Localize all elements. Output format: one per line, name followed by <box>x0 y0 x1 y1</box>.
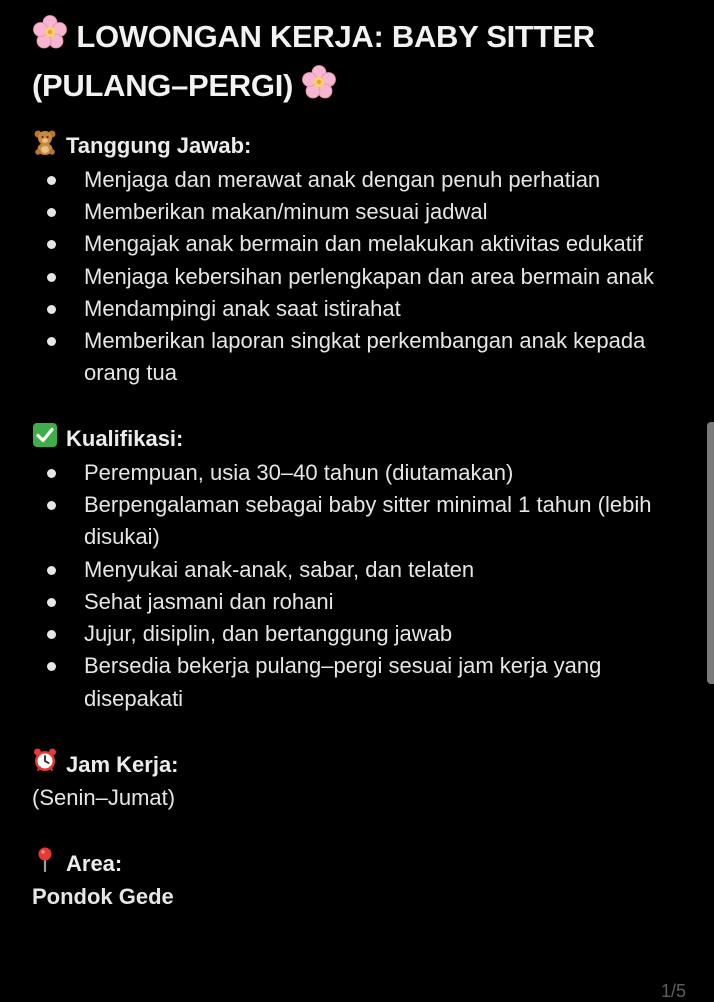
list-item <box>32 457 672 489</box>
list-item-text: Memberikan laporan singkat perkembangan anak kepada orang tua <box>84 328 646 386</box>
title-line-1: LOWONGAN KERJA: BABY SITTER <box>76 19 595 54</box>
cherry-blossom-icon <box>32 14 68 63</box>
section-tanggung-jawab <box>32 129 672 390</box>
list-item <box>32 618 672 650</box>
bullet-dot <box>47 337 56 346</box>
list-item-text: Memberikan makan/minum sesuai jadwal <box>84 198 488 224</box>
bullet-list <box>32 457 672 715</box>
section-heading <box>32 747 672 782</box>
section-area <box>32 846 672 913</box>
bullet-dot <box>47 469 56 478</box>
list-item <box>32 650 672 715</box>
list-item <box>32 325 672 390</box>
check-mark-icon <box>32 422 58 457</box>
list-item-text: Perempuan, usia 30–40 tahun (diutamakan) <box>84 459 514 485</box>
heading-text: Tanggung Jawab: <box>66 133 252 159</box>
list-item-text: Menjaga dan merawat anak dengan penuh perhatian <box>84 166 601 192</box>
page-indicator: 1/5 <box>660 981 686 1001</box>
bullet-dot <box>47 630 56 639</box>
alarm-clock-icon <box>32 747 58 782</box>
cherry-blossom-icon <box>301 64 337 113</box>
bullet-dot <box>47 176 56 185</box>
bullet-dot <box>47 598 56 607</box>
bullet-dot <box>47 273 56 282</box>
list-item <box>32 164 672 196</box>
list-item-text: Menyukai anak-anak, sabar, dan telaten <box>84 556 475 582</box>
list-item <box>32 261 672 293</box>
list-item-text: Mendampingi anak saat istirahat <box>84 295 401 321</box>
post-content <box>32 14 672 913</box>
title-line-2: (PULANG–PERGI) <box>32 68 294 104</box>
heading-text: Kualifikasi: <box>66 426 184 452</box>
list-item <box>32 196 672 228</box>
bullet-dot <box>47 566 56 575</box>
teddy-bear-icon <box>32 129 58 164</box>
bullet-dot <box>47 240 56 249</box>
list-item <box>32 554 672 586</box>
list-item-text: Bersedia bekerja pulang–pergi sesuai jam kerja yang disepakati <box>84 653 602 711</box>
bullet-dot <box>47 305 56 314</box>
bullet-dot <box>47 501 56 510</box>
section-kualifikasi <box>32 422 672 715</box>
list-item-text: Menjaga kebersihan perlengkapan dan area bermain anak <box>84 263 654 289</box>
list-item-text: Sehat jasmani dan rohani <box>84 588 334 614</box>
pin-icon <box>32 846 58 881</box>
list-item-text: Berpengalaman sebagai baby sitter minimal 1 tahun (lebih disukai) <box>84 492 652 550</box>
bullet-dot <box>47 662 56 671</box>
scrollbar[interactable] <box>707 422 714 684</box>
area-value: Pondok Gede <box>32 884 174 910</box>
bullet-dot <box>47 208 56 217</box>
list-item <box>32 228 672 260</box>
section-heading <box>32 846 672 881</box>
post-title <box>32 14 672 113</box>
section-jam-kerja <box>32 747 672 814</box>
bullet-list <box>32 164 672 390</box>
list-item <box>32 489 672 554</box>
section-heading <box>32 129 672 164</box>
list-item-text: Jujur, disiplin, dan bertanggung jawab <box>84 621 453 647</box>
section-heading <box>32 422 672 457</box>
list-item <box>32 293 672 325</box>
list-item-text: Mengajak anak bermain dan melakukan aktivitas edukatif <box>84 231 643 257</box>
list-item <box>32 586 672 618</box>
heading-text: Area: <box>66 850 123 876</box>
heading-text: Jam Kerja: <box>66 751 179 777</box>
work-days: (Senin–Jumat) <box>32 785 176 811</box>
